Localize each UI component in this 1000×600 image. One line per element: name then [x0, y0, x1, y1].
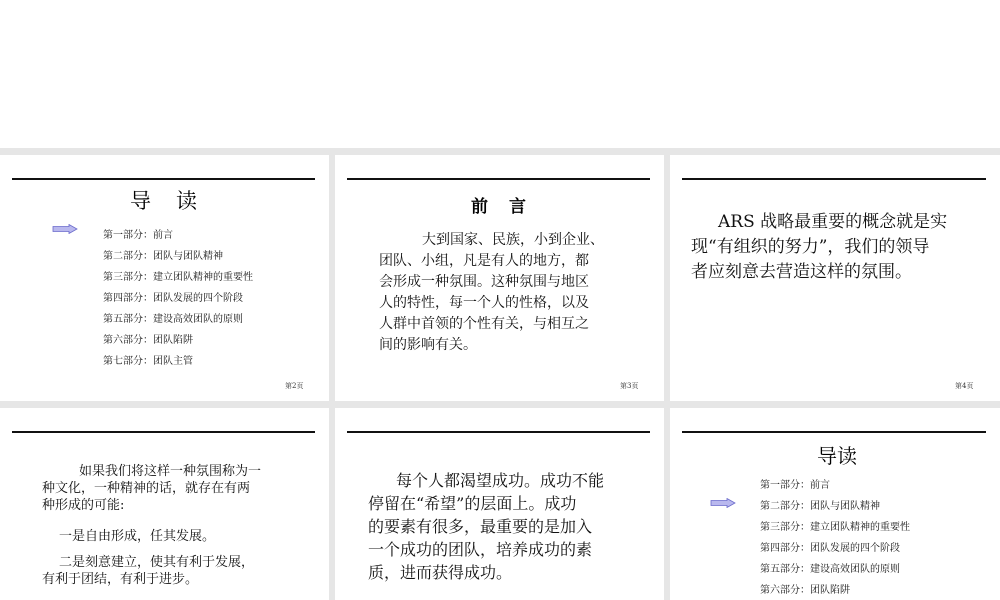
toc-item: 第三部分：建立团队精神的重要性 — [103, 272, 253, 283]
arrow-right-icon — [710, 498, 736, 508]
slide-title: 导读 — [817, 444, 857, 468]
slide-rule — [347, 178, 650, 180]
point-one: 一是自由形成，任其发展。 — [59, 529, 216, 544]
toc-item: 第三部分：建立团队精神的重要性 — [760, 522, 910, 533]
slide-rule — [12, 431, 315, 433]
toc-item: 第六部分：团队陷阱 — [103, 335, 193, 346]
page-number: 第3页 — [620, 382, 639, 390]
toc-item: 第五部分：建设高效团队的原则 — [103, 314, 243, 325]
point-two: 二是刻意建立，使其有利于发展， 有利于团结，有利于进步。 — [42, 555, 255, 587]
slide-title: 前 言 — [471, 197, 528, 217]
slide-thumbnail-5[interactable] — [0, 408, 329, 600]
toc-item: 第二部分：团队与团队精神 — [760, 501, 880, 512]
slide-thumbnail-6[interactable] — [335, 408, 664, 600]
toc-item: 第五部分：建设高效团队的原则 — [760, 564, 900, 575]
toc-item: 第七部分：团队主管 — [103, 356, 193, 367]
slide-thumbnail-3[interactable] — [335, 155, 664, 401]
slide-thumbnail-4[interactable] — [670, 155, 1000, 401]
slide-rule — [347, 431, 650, 433]
slide-rule — [12, 178, 315, 180]
toc-item: 第一部分：前言 — [103, 230, 173, 241]
slide-rule — [682, 178, 986, 180]
paragraph: 如果我们将这样一种氛围称为一 种文化，一种精神的话，就存在有两 种形成的可能: — [42, 464, 262, 513]
slide-thumbnail-2[interactable] — [0, 155, 329, 401]
toc-item: 第六部分：团队陷阱 — [760, 585, 850, 596]
page-number: 第4页 — [955, 382, 974, 390]
toc-item: 第二部分：团队与团队精神 — [103, 251, 223, 262]
toc-item: 第一部分：前言 — [760, 480, 830, 491]
page-number: 第2页 — [285, 382, 304, 390]
slide-title: 导 读 — [130, 189, 199, 213]
toc-item: 第四部分：团队发展的四个阶段 — [760, 543, 900, 554]
slide-thumbnail-7[interactable] — [670, 408, 1000, 600]
toc-item: 第四部分：团队发展的四个阶段 — [103, 293, 243, 304]
paragraph: ARS 战略最重要的概念就是实 现“有组织的努力”，我们的领导 者应刻意去营造这样的氛围。 — [691, 212, 948, 282]
paragraph: 大到国家、民族，小到企业、 团队、小组，凡是有人的地方，都 会形成一种氛围。这种氛围与地区 人的特性，每一个人的性格，以及 人群中首领的个性有关，与相互之 间的影响有关。 — [379, 232, 604, 353]
paragraph: 每个人都渴望成功。成功不能 停留在“希望”的层面上。成功 的要素有很多，最重要的是加入 一个成功的团队，培养成功的素 质，进而获得成功。 — [368, 471, 605, 582]
arrow-right-icon — [52, 224, 78, 234]
blank-area — [0, 0, 1000, 148]
slide-rule — [682, 431, 986, 433]
